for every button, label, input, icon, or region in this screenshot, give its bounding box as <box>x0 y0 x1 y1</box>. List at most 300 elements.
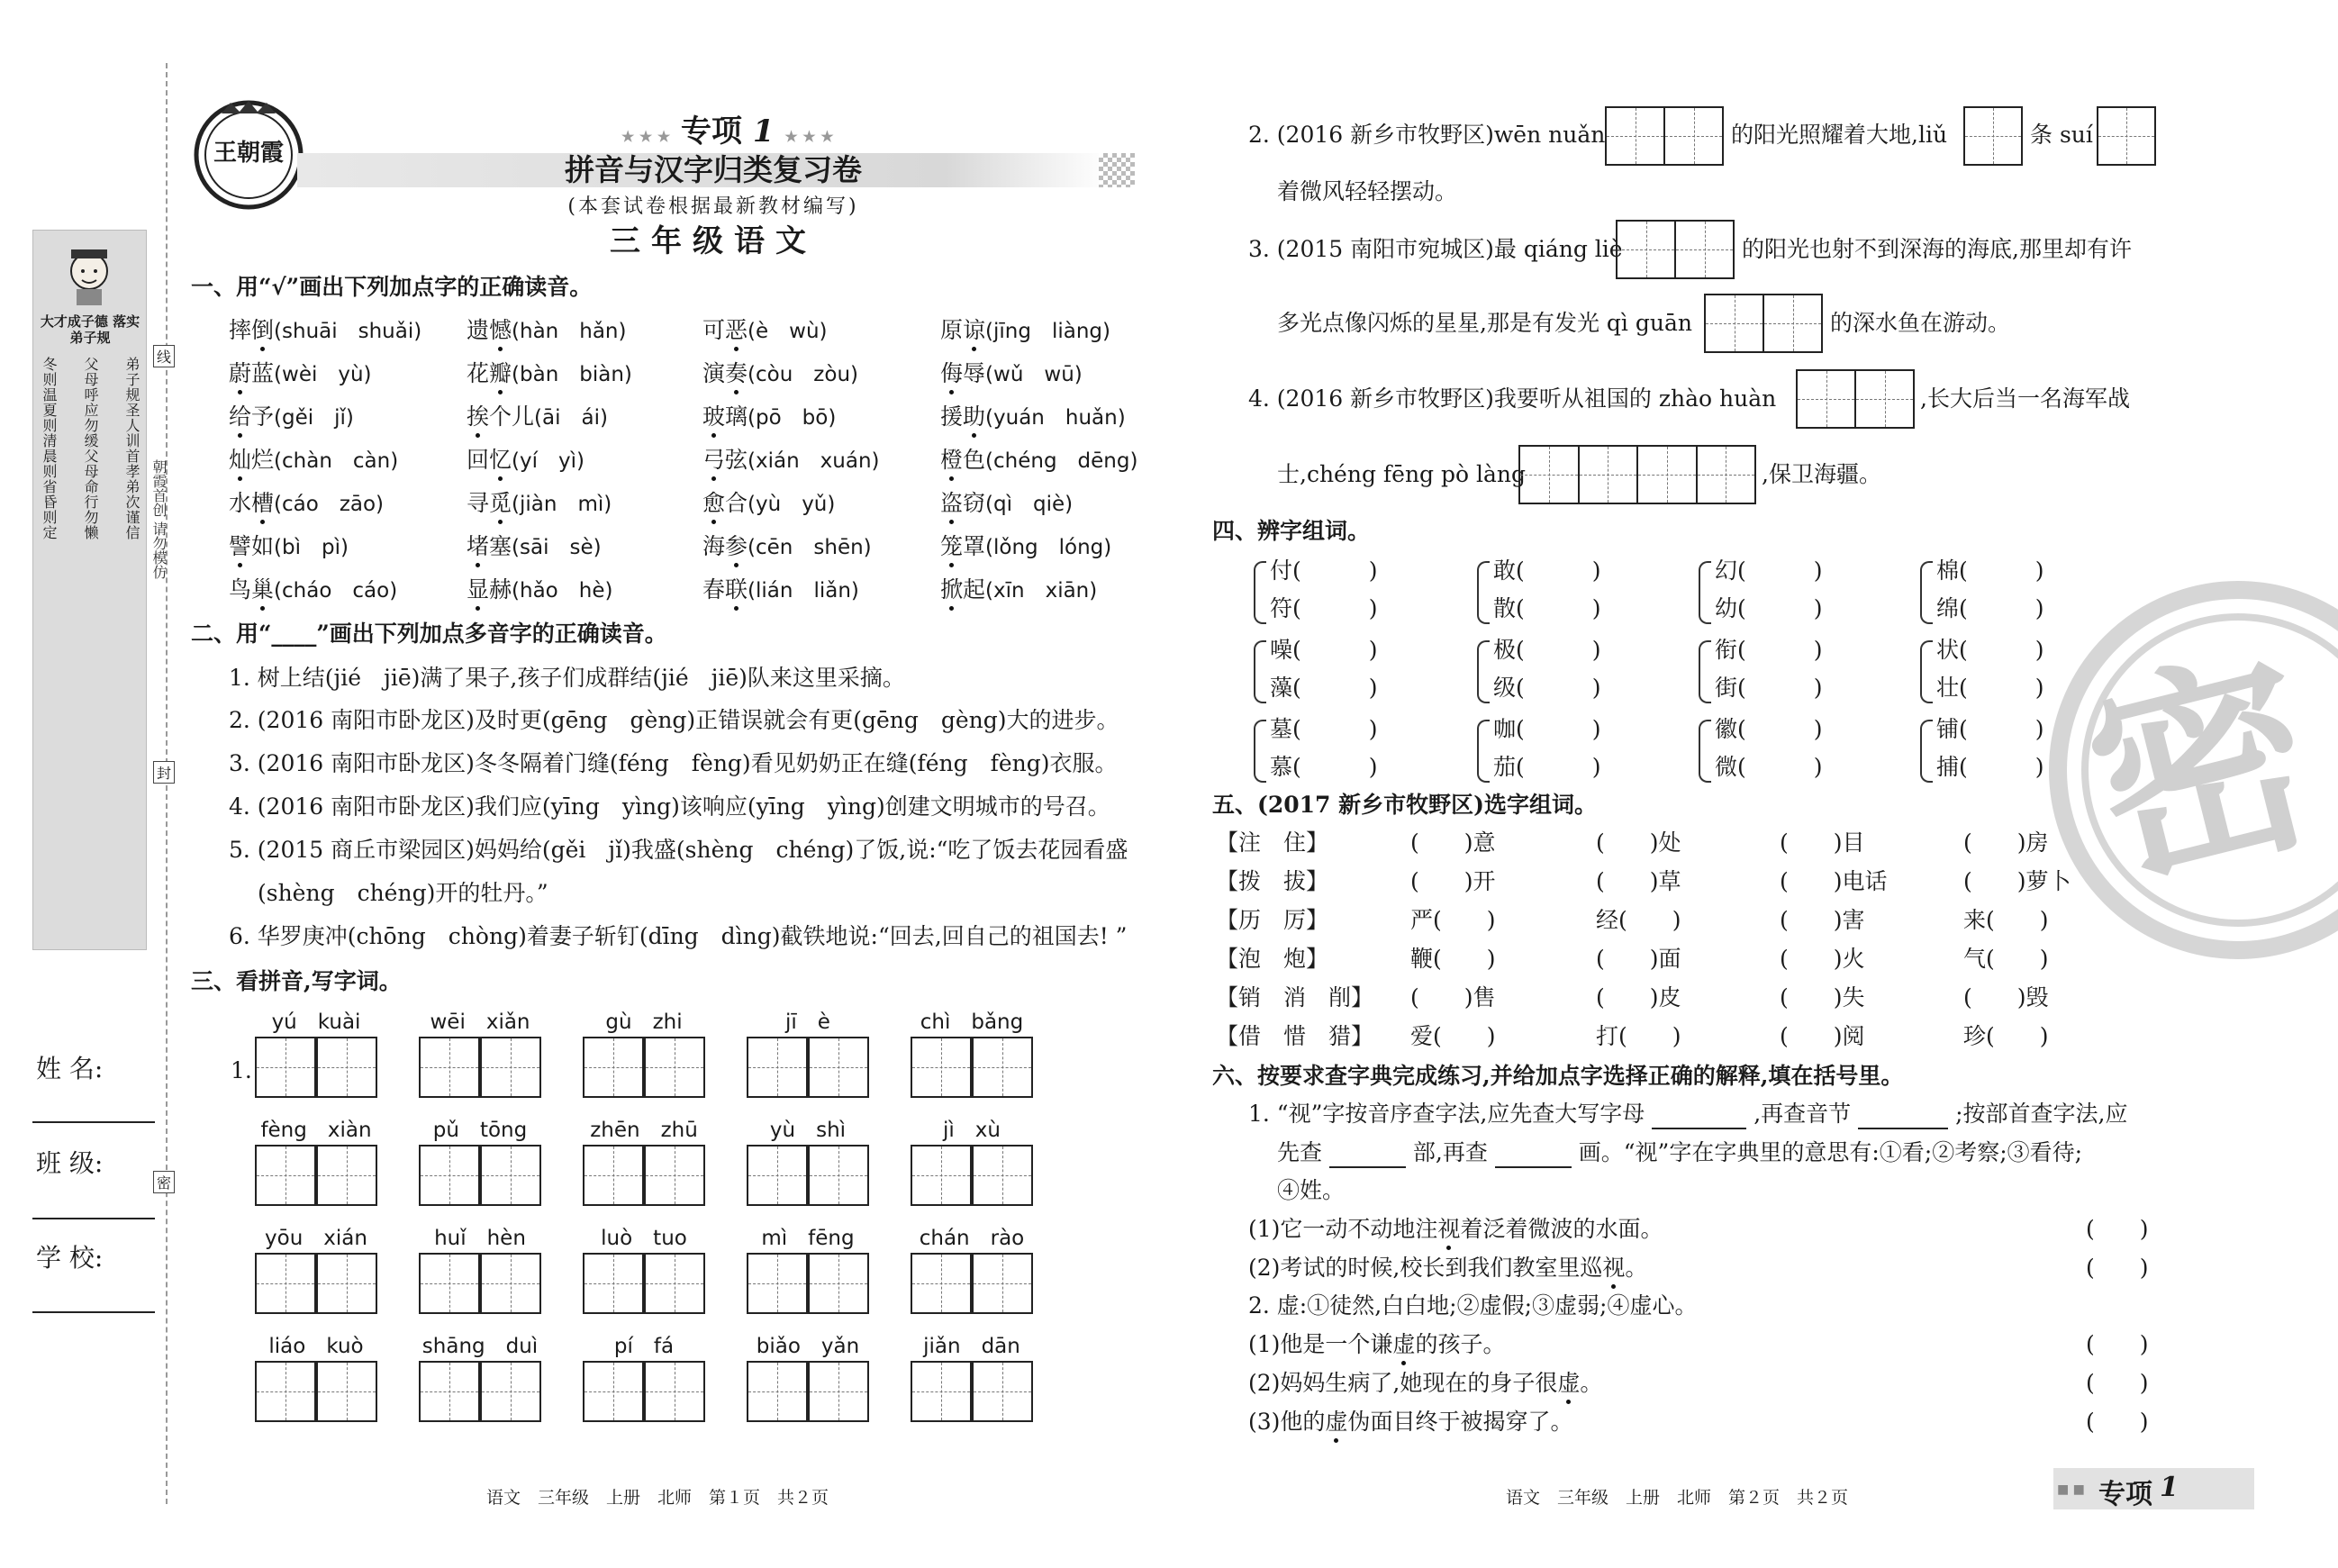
dotted-char: 掀 <box>940 575 963 605</box>
tianzige-box[interactable] <box>747 1253 808 1314</box>
q6-sentence <box>1248 1329 1505 1360</box>
dotted-char: 笼 <box>940 531 963 562</box>
pinyin-label: luò tuo <box>601 1227 687 1250</box>
q4-char: 绵 <box>1936 595 1960 621</box>
q6-blank-letter[interactable] <box>1652 1106 1746 1129</box>
q1-title: 一、用“√”画出下列加点字的正确读音。 <box>191 274 593 300</box>
dotted-char: 虚 <box>1392 1329 1415 1360</box>
pinyin-options[interactable]: (sāi sè) <box>512 536 602 559</box>
corner-label: 专项 <box>2098 1479 2152 1510</box>
q5-cell[interactable]: 珍( ) <box>1963 1023 2049 1049</box>
dotted-char: 巢 <box>251 575 274 605</box>
q4-blank[interactable]: ( ) <box>1516 557 1601 584</box>
q3-item2-a: 2. (2016 新乡市牧野区)wēn nuǎn <box>1248 122 1606 148</box>
q4-blank[interactable]: ( ) <box>1516 716 1601 742</box>
tianzige-box[interactable] <box>255 1145 316 1206</box>
q4-blank[interactable]: ( ) <box>1959 754 2044 780</box>
sidebar-col: 父母呼应勿缓父母命行勿懒 <box>82 357 99 540</box>
q1-word <box>229 575 397 606</box>
sidebar-columns <box>41 357 140 942</box>
tianzige-box[interactable] <box>480 1253 541 1314</box>
q4-char: 敢 <box>1493 557 1517 584</box>
answer-parens[interactable]: ( ) <box>2086 1409 2149 1435</box>
q1-word <box>702 358 858 390</box>
pinyin-label: yú kuài <box>271 1011 361 1034</box>
tianzige-box[interactable] <box>419 1361 480 1422</box>
q4-char: 级 <box>1493 675 1517 701</box>
q6-line4: 2. 虚:①徒然,白白地;②虚假;③虚弱;④虚心。 <box>1248 1292 1698 1319</box>
page-subtitle: (本套试卷根据最新教材编写) <box>567 195 859 218</box>
q4-word <box>1270 635 1378 666</box>
answer-parens[interactable]: ( ) <box>2086 1255 2149 1281</box>
q5-cell[interactable]: ( )草 <box>1596 868 1681 894</box>
q5-cell[interactable]: ( )电话 <box>1780 868 1888 894</box>
dotted-char: 瓣 <box>489 358 512 389</box>
dotted-char: 侮 <box>940 358 963 389</box>
q1-word <box>702 402 836 433</box>
q5-cell[interactable]: ( )意 <box>1410 829 1496 856</box>
tianzige-box[interactable] <box>316 1361 377 1422</box>
q5-cell[interactable]: ( )失 <box>1780 984 1865 1011</box>
q4-blank[interactable]: ( ) <box>1959 637 2044 663</box>
q4-char: 壮 <box>1936 675 1960 701</box>
zhuanxiang-label: 专项 <box>681 113 743 150</box>
q6-blank-strokes[interactable] <box>1495 1145 1572 1168</box>
dotted-char: 盗 <box>940 488 963 519</box>
q4-char: 铺 <box>1936 716 1960 742</box>
tianzige-box[interactable] <box>808 1037 869 1098</box>
q4-char: 付 <box>1270 557 1293 584</box>
tianzige-box[interactable] <box>255 1361 316 1422</box>
tianzige-box[interactable] <box>972 1037 1033 1098</box>
q1-word <box>229 531 349 563</box>
zhuanxiang-number: 1 <box>752 113 775 150</box>
word-char: 鸟 <box>229 576 252 603</box>
q5-cell[interactable]: ( )阅 <box>1780 1023 1865 1049</box>
pinyin-options[interactable]: (shuāi shuǎi) <box>274 320 422 343</box>
word-char: 寻 <box>467 490 490 516</box>
q1-word <box>702 575 859 606</box>
pinyin-label: shāng duì <box>421 1335 539 1358</box>
q1-word <box>940 488 1073 520</box>
corner-squares-icon: ■ ■ <box>2057 1482 2085 1497</box>
q3-item4-b: ,长大后当一名海军战 <box>1920 385 2130 412</box>
pair-bracket <box>1920 561 1933 624</box>
q4-char: 极 <box>1493 637 1517 663</box>
q3-item3-d: 的深水鱼在游动。 <box>1830 310 2011 336</box>
tianzige-box[interactable] <box>316 1145 377 1206</box>
q5-cell[interactable]: 打( ) <box>1596 1023 1681 1049</box>
pinyin-label: fèng xiàn <box>260 1119 372 1142</box>
q6-line1-a: 1. “视”字按音序查字法,应先查大写字母 <box>1248 1101 1645 1127</box>
tianzige-box[interactable] <box>972 1361 1033 1422</box>
pinyin-label: huǐ hèn <box>434 1227 526 1250</box>
q6-sentence <box>1248 1368 1602 1399</box>
answer-box-wen-nuan[interactable] <box>1605 106 1724 166</box>
footer-page1: 语文 三年级 上册 北师 第１页 共２页 <box>486 1488 829 1508</box>
q4-blank[interactable]: ( ) <box>1292 754 1378 780</box>
word-char: 水 <box>229 490 252 516</box>
q5-cell[interactable]: ( )毁 <box>1963 984 2049 1011</box>
q4-blank[interactable]: ( ) <box>1737 675 1823 701</box>
word-char: 色 <box>963 447 986 473</box>
name-field[interactable] <box>32 1121 155 1123</box>
sidebar-motto-panel <box>32 230 147 950</box>
dotted-char: 恶 <box>725 315 748 346</box>
tianzige-box[interactable] <box>911 1361 972 1422</box>
answer-box-zhao-huan[interactable] <box>1796 369 1915 429</box>
pair-bracket <box>1699 720 1711 783</box>
q1-word <box>229 488 384 520</box>
q3-item2-c: 条 suí <box>2030 122 2093 148</box>
q1-word <box>467 315 626 347</box>
q5-cell[interactable]: ( )售 <box>1410 984 1496 1011</box>
q4-word <box>1493 635 1601 666</box>
q4-blank[interactable]: ( ) <box>1516 637 1601 663</box>
q3-item2-d: 着微风轻轻摆动。 <box>1277 178 1458 204</box>
pinyin-label: chì bǎng <box>920 1011 1024 1034</box>
side-char-mi: 密 <box>153 1171 175 1193</box>
q5-cell[interactable]: 来( ) <box>1963 907 2049 933</box>
tianzige-box[interactable] <box>644 1037 705 1098</box>
q4-char: 捕 <box>1936 754 1960 780</box>
word-char: 予 <box>251 403 275 430</box>
q4-word <box>1715 752 1823 783</box>
dotted-char: 橙 <box>940 445 963 476</box>
q4-blank[interactable]: ( ) <box>1737 754 1823 780</box>
pinyin-options[interactable]: (āi ái) <box>534 406 608 430</box>
q1-word <box>467 575 612 606</box>
word-char: 如 <box>251 533 275 559</box>
tianzige-box[interactable] <box>808 1253 869 1314</box>
tianzige-box[interactable] <box>316 1037 377 1098</box>
side-char-feng: 封 <box>153 761 175 784</box>
q5-cell[interactable]: ( )面 <box>1596 946 1681 972</box>
q1-word <box>229 402 354 433</box>
word-char: 烂 <box>251 447 275 473</box>
answer-parens[interactable]: ( ) <box>2086 1331 2149 1357</box>
q4-blank[interactable]: ( ) <box>1737 637 1823 663</box>
q5-cell[interactable]: 严( ) <box>1410 907 1496 933</box>
answer-box-cheng-feng-po-lang[interactable] <box>1518 445 1756 504</box>
pinyin-label: wēi xiǎn <box>430 1011 530 1034</box>
tianzige-box[interactable] <box>419 1037 480 1098</box>
q6-line2-b: 部,再查 <box>1412 1139 1488 1165</box>
dotted-char: 蔚 <box>229 358 251 389</box>
tianzige-box[interactable] <box>419 1145 480 1206</box>
pinyin-options[interactable]: (qì qiè) <box>985 493 1074 516</box>
q4-blank[interactable]: ( ) <box>1292 595 1378 621</box>
sentence-text: (2)考试的时候,校长到我们教室里巡 <box>1248 1255 1603 1281</box>
pinyin-options[interactable]: (xián xuán) <box>748 449 880 473</box>
pinyin-options[interactable]: (lián liǎn) <box>748 579 859 603</box>
q1-word <box>467 531 602 563</box>
q4-word <box>1936 673 2044 703</box>
pinyin-options[interactable]: (lǒng lóng) <box>985 536 1112 559</box>
word-char: 可 <box>702 317 726 343</box>
q4-blank[interactable]: ( ) <box>1292 557 1378 584</box>
pinyin-label: jiǎn dān <box>923 1335 1020 1358</box>
answer-parens[interactable]: ( ) <box>2086 1370 2149 1396</box>
q4-blank[interactable]: ( ) <box>1292 637 1378 663</box>
q5-cell[interactable]: ( )火 <box>1780 946 1865 972</box>
q5-cell[interactable]: ( )皮 <box>1596 984 1681 1011</box>
tianzige-box[interactable] <box>911 1253 972 1314</box>
q4-word <box>1270 714 1378 745</box>
q4-blank[interactable]: ( ) <box>1516 675 1601 701</box>
tianzige-box[interactable] <box>583 1145 644 1206</box>
class-field[interactable] <box>32 1218 155 1219</box>
q5-cell[interactable]: 爱( ) <box>1410 1023 1496 1049</box>
pair-bracket <box>1477 561 1490 624</box>
q5-label: 【历 厉】 <box>1216 907 1329 933</box>
q1-word <box>702 315 828 347</box>
q5-cell[interactable]: ( )害 <box>1780 907 1865 933</box>
tianzige-box[interactable] <box>808 1361 869 1422</box>
pinyin-options[interactable]: (wèi yù) <box>274 363 372 386</box>
q6-blank-radical[interactable] <box>1329 1145 1406 1168</box>
dotted-char: 弓 <box>702 445 725 476</box>
answer-box-sui[interactable] <box>2097 106 2156 166</box>
pinyin-label: gù zhi <box>605 1011 683 1034</box>
pinyin-options[interactable]: (chàn càn) <box>274 449 399 473</box>
tianzige-box[interactable] <box>808 1145 869 1206</box>
star-icon: ★ ★ ★ <box>784 128 834 145</box>
dotted-char: 谅 <box>963 315 985 346</box>
pinyin-label: zhēn zhū <box>590 1119 698 1142</box>
tianzige-box[interactable] <box>419 1253 480 1314</box>
word-char: 起 <box>963 576 986 603</box>
side-seal-text: 朝霞首创 请勿模仿 <box>150 459 168 580</box>
word-char: 原 <box>940 317 964 343</box>
q4-word <box>1715 673 1823 703</box>
q1-word <box>702 488 835 520</box>
q4-blank[interactable]: ( ) <box>1737 595 1823 621</box>
pinyin-options[interactable]: (jiàn mì) <box>512 493 612 516</box>
pinyin-options[interactable]: (yuán huǎn) <box>985 406 1126 430</box>
binding-line <box>166 63 168 1504</box>
q3-item2-b: 的阳光照耀着大地,liǔ <box>1731 122 1948 148</box>
q1-word <box>467 445 584 476</box>
q3-item3-b: 的阳光也射不到深海的海底,那里却有许 <box>1742 236 2132 262</box>
sentence-text: (1)它一动不动地注 <box>1248 1216 1438 1242</box>
dotted-char: 虚 <box>1325 1407 1347 1437</box>
q4-blank[interactable]: ( ) <box>1516 595 1601 621</box>
pinyin-options[interactable]: (bì pì) <box>274 536 349 559</box>
q4-blank[interactable]: ( ) <box>1959 716 2044 742</box>
q5-cell[interactable]: ( )处 <box>1596 829 1681 856</box>
q4-blank[interactable]: ( ) <box>1959 595 2044 621</box>
pinyin-options[interactable]: (yù yǔ) <box>748 493 836 516</box>
q1-word <box>229 358 372 390</box>
q6-line1-b: ,再查音节 <box>1754 1101 1852 1127</box>
q4-word <box>1493 752 1601 783</box>
q5-cell[interactable]: 气( ) <box>1963 946 2049 972</box>
q1-word <box>940 358 1083 390</box>
tianzige-box[interactable] <box>911 1037 972 1098</box>
q6-line1 <box>1248 1099 2127 1129</box>
dotted-char: 愈 <box>702 488 725 519</box>
q5-cell[interactable]: ( )房 <box>1963 829 2049 856</box>
dotted-char: 参 <box>725 531 748 562</box>
pinyin-options[interactable]: (gěi jǐ) <box>274 406 354 430</box>
dotted-char: 挨 <box>467 402 489 432</box>
pair-bracket <box>1254 640 1266 703</box>
pinyin-label: biǎo yǎn <box>756 1335 860 1358</box>
pair-bracket <box>1699 640 1711 703</box>
pinyin-options[interactable]: (è wù) <box>748 320 828 343</box>
tianzige-box[interactable] <box>972 1145 1033 1206</box>
tianzige-box[interactable] <box>747 1037 808 1098</box>
tianzige-box[interactable] <box>644 1253 705 1314</box>
q5-title: 五、(2017 新乡市牧野区)选字组词。 <box>1212 792 1597 818</box>
q4-word <box>1493 556 1601 586</box>
pinyin-options[interactable]: (hàn hǎn) <box>512 320 627 343</box>
pinyin-options[interactable]: (yí yì) <box>512 449 584 473</box>
dotted-char: 堵 <box>467 531 489 562</box>
tianzige-box[interactable] <box>480 1361 541 1422</box>
q3-title: 三、看拼音,写字词。 <box>191 968 402 994</box>
pinyin-options[interactable]: (cháo cáo) <box>274 579 398 603</box>
sentence-text: (2)妈妈生病了,她现在的身子很 <box>1248 1370 1558 1396</box>
pinyin-options[interactable]: (pō bō) <box>748 406 837 430</box>
word-char: 花 <box>467 360 490 386</box>
word-char: 回 <box>467 447 490 473</box>
dotted-char: 倒 <box>251 315 274 346</box>
pinyin-options[interactable]: (xīn xiān) <box>985 579 1098 603</box>
word-char: 辱 <box>963 360 986 386</box>
word-char: 摔 <box>229 317 252 343</box>
name-field-label: 姓 名: <box>36 1054 104 1083</box>
q4-word <box>1270 556 1378 586</box>
q4-char: 微 <box>1715 754 1738 780</box>
tianzige-box[interactable] <box>583 1037 644 1098</box>
pinyin-options[interactable]: (chéng dēng) <box>985 449 1138 473</box>
pinyin-options[interactable]: (hǎo hè) <box>512 579 613 603</box>
corner-tag <box>2053 1468 2254 1509</box>
q4-blank[interactable]: ( ) <box>1516 754 1601 780</box>
pinyin-options[interactable]: (còu zòu) <box>748 363 858 386</box>
q1-word <box>467 358 632 390</box>
word-char: 赫 <box>489 576 512 603</box>
word-char: 遗 <box>467 317 490 343</box>
q4-title: 四、辨字组词。 <box>1212 518 1371 544</box>
q4-word <box>1493 594 1601 624</box>
pinyin-options[interactable]: (wǔ wū) <box>985 363 1083 386</box>
answer-parens[interactable]: ( ) <box>2086 1216 2149 1242</box>
q4-blank[interactable]: ( ) <box>1959 675 2044 701</box>
school-field[interactable] <box>32 1311 155 1313</box>
pinyin-label: pǔ tōng <box>432 1119 528 1142</box>
q5-cell[interactable]: 鞭( ) <box>1410 946 1496 972</box>
tianzige-box[interactable] <box>644 1145 705 1206</box>
pinyin-label: mì fēng <box>761 1227 855 1250</box>
tianzige-box[interactable] <box>747 1361 808 1422</box>
tianzige-box[interactable] <box>480 1145 541 1206</box>
pair-bracket <box>1254 561 1266 624</box>
q4-word <box>1270 594 1378 624</box>
dotted-char: 槽 <box>251 488 274 519</box>
answer-box-qiang-lie[interactable] <box>1616 220 1735 279</box>
pinyin-options[interactable]: (cēn shēn) <box>748 536 872 559</box>
q1-word <box>467 402 608 433</box>
q4-char: 噪 <box>1270 637 1293 663</box>
q5-cell[interactable]: ( )开 <box>1410 868 1496 894</box>
pinyin-options[interactable]: (cáo zāo) <box>274 493 385 516</box>
q4-blank[interactable]: ( ) <box>1737 716 1823 742</box>
q4-word <box>1715 594 1823 624</box>
pair-bracket <box>1920 720 1933 783</box>
q5-cell[interactable]: ( )萝卜 <box>1963 868 2071 894</box>
pinyin-label: yōu xián <box>265 1227 367 1250</box>
tianzige-box[interactable] <box>255 1253 316 1314</box>
q4-blank[interactable]: ( ) <box>1292 675 1378 701</box>
word-char: 璃 <box>725 403 748 430</box>
tianzige-box[interactable] <box>911 1145 972 1206</box>
q6-blank-syllable[interactable] <box>1858 1106 1948 1129</box>
word-char: 蓝 <box>251 360 275 386</box>
tianzige-box[interactable] <box>972 1253 1033 1314</box>
sentence-text: 着泛着微波的水面。 <box>1460 1216 1663 1242</box>
word-char: 合 <box>725 490 748 516</box>
word-char: 个儿 <box>489 403 535 430</box>
q2-item: 3. (2016 南阳市卧龙区)冬冬隔着门缝(féng fèng)看见奶奶正在缝(féng fèng)衣服。 <box>229 750 1118 776</box>
q4-blank[interactable]: ( ) <box>1292 716 1378 742</box>
q2-item: 6. 华罗庚冲(chōng chòng)着妻子斩钉(dīng dìng)截铁地说:“回去,回自己的祖国去! ” <box>229 923 1128 949</box>
tianzige-box[interactable] <box>583 1253 644 1314</box>
tianzige-box[interactable] <box>583 1361 644 1422</box>
answer-box-liu[interactable] <box>1963 106 2023 166</box>
pinyin-options[interactable]: (bàn biàn) <box>512 363 632 386</box>
sentence-text: (1)他是一个谦 <box>1248 1331 1393 1357</box>
word-char: 塞 <box>489 533 512 559</box>
q5-label: 【注 住】 <box>1216 829 1329 856</box>
confidential-stamp <box>2044 576 2338 964</box>
q5-label: 【拨 拔】 <box>1216 868 1329 894</box>
dotted-char: 助 <box>963 402 985 432</box>
answer-box-qi-guan[interactable] <box>1704 294 1823 353</box>
pinyin-label: jī è <box>785 1011 830 1034</box>
q4-char: 藻 <box>1270 675 1293 701</box>
tianzige-box[interactable] <box>747 1145 808 1206</box>
pinyin-options[interactable]: (jīng liàng) <box>985 320 1110 343</box>
q4-blank[interactable]: ( ) <box>1737 557 1823 584</box>
pinyin-label: yù shì <box>769 1119 847 1142</box>
q4-word <box>1493 714 1601 745</box>
side-char-xian: 线 <box>153 345 175 367</box>
tianzige-box[interactable] <box>644 1361 705 1422</box>
q4-char: 衔 <box>1715 637 1738 663</box>
dotted-char: 视 <box>1437 1214 1460 1245</box>
q5-cell[interactable]: ( )目 <box>1780 829 1865 856</box>
corner-number: 1 <box>2160 1472 2179 1503</box>
word-char: 演 <box>702 360 726 386</box>
pinyin-label: chán rào <box>919 1227 1025 1250</box>
q1-word <box>467 488 612 520</box>
sidebar-col: 弟子规圣人训首孝弟次谨信 <box>123 357 140 540</box>
tianzige-box[interactable] <box>255 1037 316 1098</box>
tianzige-box[interactable] <box>480 1037 541 1098</box>
q4-word <box>1270 752 1378 783</box>
q2-item: (shèng chéng)开的牡丹。” <box>258 880 548 906</box>
pinyin-label: liáo kuò <box>268 1335 364 1358</box>
q4-blank[interactable]: ( ) <box>1959 557 2044 584</box>
q5-cell[interactable]: 经( ) <box>1596 907 1681 933</box>
pinyin-label: jì xù <box>943 1119 1001 1142</box>
q4-word <box>1936 556 2044 586</box>
tianzige-box[interactable] <box>316 1253 377 1314</box>
q6-sentence <box>1248 1214 1663 1245</box>
